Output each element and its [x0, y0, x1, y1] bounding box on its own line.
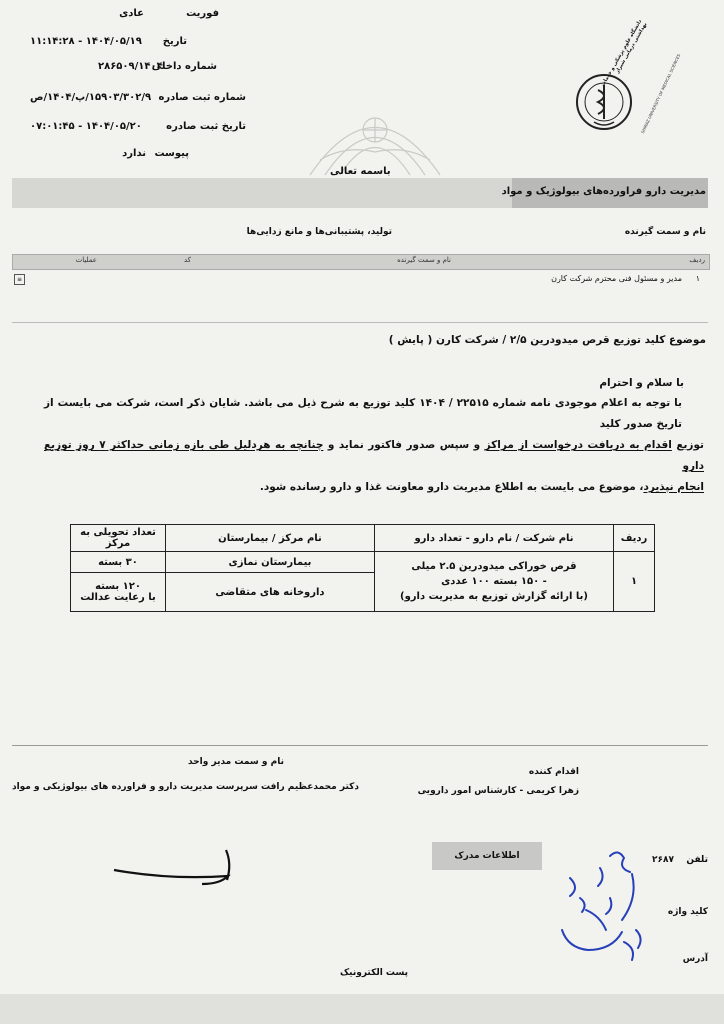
col-name: نام و سمت گیرنده [397, 256, 451, 264]
attachment-label: پیوست [154, 148, 189, 159]
row-no: ۱ [614, 552, 655, 612]
col-row: ردیف [689, 256, 705, 264]
footer-divider [12, 745, 708, 746]
urgency-label: فوریت [186, 8, 219, 19]
body-line-2c: و سپس صدور فاکتور نماید و [327, 439, 481, 451]
date-value: ۱۴۰۴/۰۵/۱۹ - ۱۱:۱۴:۲۸ [30, 36, 142, 47]
body-underline-deadline: چنانچه به هردلیل طی بازه زمانی حداکثر ۷ روز توزیع دارو [44, 439, 704, 472]
department-title: مدیریت دارو فراورده‌های بیولوژیک و مواد [501, 186, 706, 197]
table-row [71, 552, 655, 573]
recipients-table-header [12, 254, 710, 270]
center-name-2: داروخانه های متقاضی [166, 573, 375, 612]
th-row: ردیف [614, 525, 655, 552]
body-line-2a: توزیع [676, 439, 704, 451]
email-label: پست الکترونیک [339, 968, 408, 978]
body-underline-not-done: انجام نپذیرد [643, 481, 704, 493]
attachment-value: ندارد [122, 148, 146, 159]
drug-line-3: (با ارائه گزارش توزیع به مدیریت دارو) [400, 591, 588, 602]
body-line-1: با توجه به اعلام موجودی نامه شماره ۲۲۵۱۵ / ۱۴۰۴ کلید توزیع به شرح ذیل می باشد. شایان ذکر است، شرکت می بایست از تاریخ صدور کلید [44, 397, 682, 430]
body-line-3b: ، موضوع می بایست به اطلاع مدیریت دارو معاونت غذا و دارو رسانده شود. [259, 481, 644, 493]
center-qty-2-note: با رعایت عدالت [80, 592, 156, 603]
urgency-value: عادی [119, 8, 144, 19]
bismillah-heading: باسمه تعالی [330, 166, 391, 177]
recipients-label: نام و سمت گیرنده [624, 227, 706, 237]
body-line-2 [44, 435, 704, 477]
greeting: با سلام و احترام [599, 377, 684, 389]
center-qty-2: ۱۲۰ بسته [95, 581, 141, 592]
th-center: نام مرکز / بیمارستان [166, 525, 375, 552]
actor-label: اقدام کننده [528, 767, 579, 777]
center-name-1: بیمارستان نمازی [166, 552, 375, 573]
distribution-table [70, 524, 655, 612]
body-underline-request: اقدام به دریافت درخواست از مراکز [484, 439, 672, 451]
signer-label: نام و سمت مدیر واحد [187, 757, 284, 767]
bottom-margin [0, 994, 724, 1024]
signer-value: دکتر محمدعظیم رافت سرپرست مدیریت دارو و فراورده های بیولوژیکی و مواد [11, 782, 359, 792]
actor-value: زهرا کریمی - کارشناس امور دارویی [417, 786, 579, 796]
recipient-ops-icon[interactable]: ≡ [14, 274, 25, 285]
drug-line-2: - ۱۵۰ بسته ۱۰۰ عددی [441, 576, 547, 587]
reg-date-value: ۱۴۰۴/۰۵/۲۰ - ۰۷:۰۱:۴۵ [30, 121, 142, 132]
body-paragraph [44, 393, 704, 498]
recipient-row-name: مدیر و مسئول فنی محترم شرکت کارن [551, 274, 682, 283]
manager-signature-icon [100, 842, 250, 902]
university-name-en: SHIRAZ UNIVERSITY OF MEDICAL SCIENCES [640, 53, 682, 135]
document-info-button[interactable]: اطلاعات مدرک [432, 842, 542, 870]
department-bar-fade [12, 178, 512, 208]
handwritten-note-icon [540, 838, 660, 978]
drug-cell [375, 552, 614, 612]
distribution-table-header [71, 525, 655, 552]
center-qty-1: ۳۰ بسته [71, 552, 166, 573]
subject-line: موضوع کلید توزیع قرص میدودرین ۲/۵ / شرکت کارن ( پایش ) [388, 334, 706, 346]
recipients-group: تولید، پشتیبانی‌ها و مانع زدایی‌ها [246, 227, 392, 237]
drug-line-1: قرص خوراکی میدودرین ۲.۵ میلی [411, 561, 577, 572]
internal-no-value: ۲۸۶۵۰۹/۱۴۰۴ [98, 61, 163, 72]
reg-no-label: شماره ثبت صادره [158, 92, 246, 103]
tel-label: تلفن [686, 855, 708, 865]
university-name-fa: دانشگاه علوم پزشکی و خدمات بهداشتی درمانی شیراز [600, 18, 649, 88]
recipients-table-body [12, 270, 708, 323]
th-drug: نام شرکت / نام دارو - تعداد دارو [375, 525, 614, 552]
center-qty-2-cell [71, 573, 166, 612]
keyword-label: کلید واژه [667, 907, 708, 917]
date-label: تاریخ [162, 36, 187, 47]
tel-value: ۲۶۸۷ [652, 855, 674, 865]
body-line-3 [44, 477, 704, 498]
address-label: آدرس [682, 954, 708, 964]
col-code: کد [183, 256, 191, 264]
th-qty: تعداد تحویلی به مرکز [71, 525, 166, 552]
internal-no-label: شماره داخلی [151, 61, 217, 72]
reg-no-value: ۱۵۹۰۳/۳۰۲/۹/پ/۱۴۰۴/ص [30, 92, 152, 103]
recipient-row-no: ۱ [695, 274, 700, 283]
reg-date-label: تاریخ ثبت صادره [166, 121, 246, 132]
col-ops: عملیات [75, 256, 97, 264]
